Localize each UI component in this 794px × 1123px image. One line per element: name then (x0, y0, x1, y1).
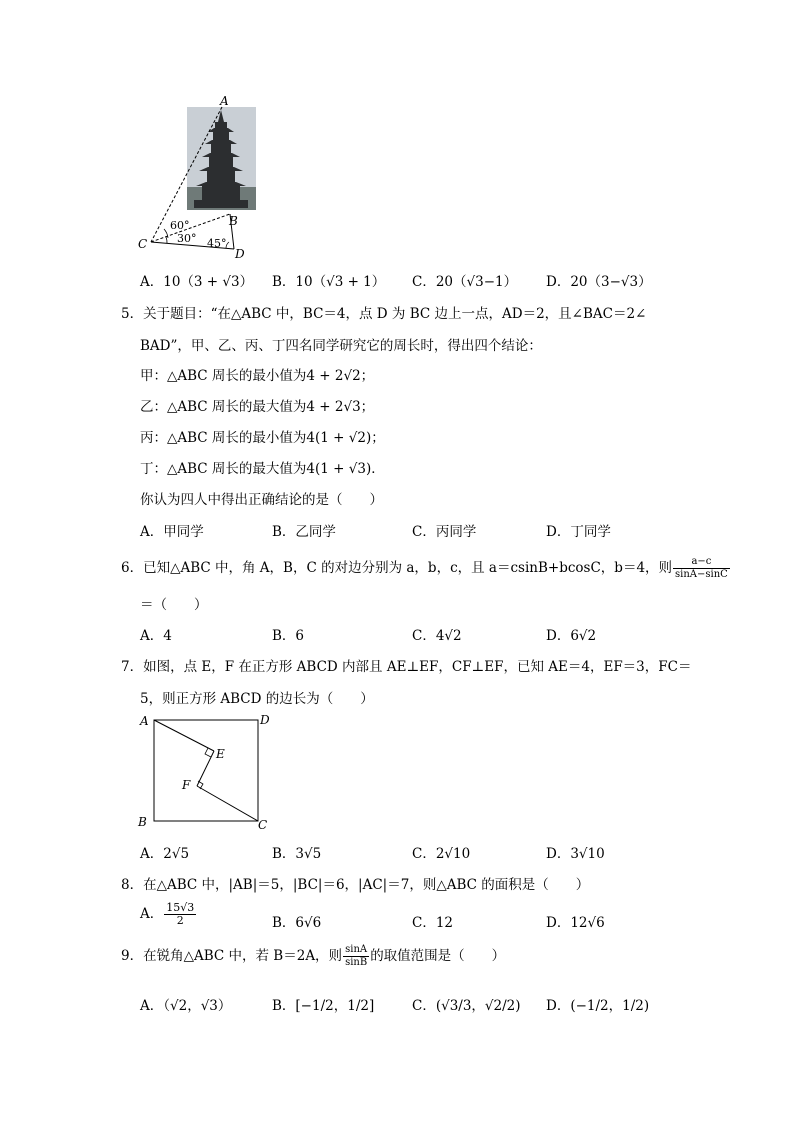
q7-option-a[interactable]: A．2√5 (140, 846, 190, 862)
q8-option-a[interactable] (140, 902, 197, 927)
q5-stem-line1: 5．关于题目：“在△ABC 中，BC＝4，点 D 为 BC 边上一点，AD＝2，且∠BAC＝2∠ (121, 306, 647, 322)
q5-statement-bing: 丙：△ABC 周长的最小值为4(1 + √2)； (140, 430, 385, 446)
q8-option-c[interactable]: C．12 (412, 915, 454, 931)
q7-option-c[interactable]: C．2√10 (412, 846, 471, 862)
q7-option-d[interactable]: D．3√10 (546, 846, 605, 862)
q9-option-a[interactable]: A．（√2，√3） (140, 998, 232, 1014)
q4-option-c[interactable]: C．20（√3−1） (412, 274, 518, 290)
q5-statement-jia: 甲：△ABC 周长的最小值为4 + 2√2； (140, 368, 375, 384)
q6-tail: ＝（ ） (140, 597, 208, 613)
q9-option-c[interactable]: C．(√3/3，√2/2) (412, 998, 521, 1014)
q5-option-a[interactable]: A．甲同学 (140, 524, 204, 540)
q6-stem-text: 6．已知△ABC 中，角 A，B，C 的对边分别为 a，b，c，且 a＝csinB+bcosC，b＝4，则 (121, 560, 673, 576)
q8-stem: 8．在△ABC 中，|AB|＝5，|BC|＝6，|AC|＝7，则△ABC 的面积是（ ） (121, 877, 590, 893)
q9-frac-den: sinB (345, 957, 368, 968)
q8-option-d[interactable]: D．12√6 (546, 915, 605, 931)
q5-option-d[interactable]: D．丁同学 (546, 524, 611, 540)
q4-label-b: B (229, 214, 238, 228)
q4-option-d[interactable]: D．20（3−√3） (546, 274, 652, 290)
q8-option-a-fraction (164, 902, 196, 927)
q5-statement-yi: 乙：△ABC 周长的最大值为4 + 2√3； (140, 399, 375, 415)
q4-angle-30: 30° (177, 232, 197, 245)
q7-label-c: C (258, 818, 268, 832)
q6-fraction (673, 556, 730, 581)
q5-option-c[interactable]: C．丙同学 (412, 524, 477, 540)
q5-stem-line2: BAD”，甲、乙、丙、丁四名同学研究它的周长时，得出四个结论： (140, 338, 542, 354)
q5-option-b[interactable]: B．乙同学 (272, 524, 336, 540)
q4-option-a[interactable]: A．10（3 + √3） (140, 274, 254, 290)
q9-option-d[interactable]: D．(−1/2，1/2) (546, 998, 650, 1014)
q6-frac-den: sinA−sinC (675, 569, 728, 580)
q4-label-c: C (138, 237, 148, 251)
q7-option-b[interactable]: B．3√5 (272, 846, 322, 862)
q8-option-a-label: A． (140, 906, 164, 922)
q7-stem-line2: 5，则正方形 ABCD 的边长为（ ） (140, 691, 374, 707)
q9-fraction (343, 944, 369, 969)
q6-option-a[interactable]: A．4 (140, 628, 172, 644)
q9-frac-num: sinA (343, 944, 369, 957)
q7-stem-line1: 7．如图，点 E，F 在正方形 ABCD 内部且 AE⊥EF，CF⊥EF，已知 AE＝4，EF＝3，FC＝ (121, 659, 692, 675)
q5-question: 你认为四人中得出正确结论的是（ ） (140, 492, 383, 508)
q4-label-d: D (235, 247, 245, 261)
q7-label-d: D (260, 713, 270, 727)
q7-label-e: E (216, 747, 225, 761)
q5-statement-ding: 丁：△ABC 周长的最大值为4(1 + √3)． (140, 461, 385, 477)
q9-stem-b: 的取值范围是（ ） (370, 948, 506, 964)
q4-option-b[interactable]: B．10（√3 + 1） (272, 274, 386, 290)
q9-option-b[interactable]: B．[−1/2，1/2] (272, 998, 375, 1014)
q7-label-a: A (140, 714, 149, 728)
q8-option-a-num: 15√3 (166, 901, 195, 914)
q6-option-c[interactable]: C．4√2 (412, 628, 462, 644)
q4-angle-45: 45° (207, 237, 227, 250)
q9-stem-a: 9．在锐角△ABC 中，若 B＝2A，则 (121, 948, 343, 964)
q4-label-a: A (220, 94, 229, 108)
q4-angle-60: 60° (170, 219, 190, 232)
q6-frac-num: a−c (673, 556, 730, 569)
q7-figure (132, 708, 282, 832)
q7-label-b: B (138, 815, 147, 829)
q9-stem (121, 944, 505, 969)
pagoda-photo (187, 107, 256, 210)
q6-stem (121, 556, 731, 581)
q8-option-b[interactable]: B．6√6 (272, 915, 322, 931)
q8-option-a-den: 2 (176, 914, 184, 927)
q6-option-b[interactable]: B．6 (272, 628, 305, 644)
q7-label-f: F (182, 778, 191, 792)
q4-figure (130, 92, 270, 262)
q6-option-d[interactable]: D．6√2 (546, 628, 597, 644)
